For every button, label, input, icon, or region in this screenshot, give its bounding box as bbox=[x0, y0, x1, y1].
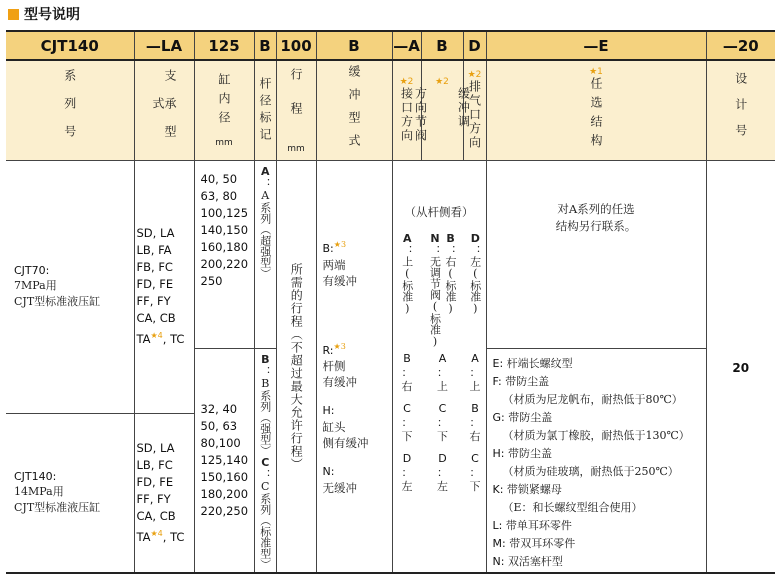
code-stroke: 100 bbox=[276, 31, 316, 60]
desc-rod: 杆径标记 bbox=[254, 60, 276, 161]
cushion-item-n: N: bbox=[322, 465, 335, 479]
code-adj: B bbox=[421, 31, 463, 60]
bores-b: 32, 40 50, 63 80,100 125,140 150,160 180,200 220,250 bbox=[194, 348, 254, 573]
mount-options-a: SD, LA LB, FA FB, FC FD, FE FF, FY CA, CB $TA^{★4}$, TC bbox=[134, 161, 194, 414]
port-others: B ： 右 C ： 下 D ： 左 bbox=[401, 352, 413, 493]
adj-top: B：右(标准) N：无调节阀(标准) bbox=[428, 232, 458, 348]
bores-a: 40, 50 63, 80 100,125 140,150 160,180 200,220 250 bbox=[194, 161, 254, 349]
rod-a-cell: A：A系列（超强型） bbox=[254, 161, 276, 349]
series-140-code: CJT140: bbox=[14, 470, 57, 484]
option-note-cell: 对A系列的任选 结构另行联系。 bbox=[486, 161, 706, 349]
section-title bbox=[8, 4, 80, 24]
desc-vent: ★2 排气口方向 bbox=[463, 60, 486, 161]
desc-cushion: 缓冲型式 bbox=[316, 60, 392, 161]
model-code-row bbox=[6, 31, 775, 60]
desc-option: ★1 任选结构 bbox=[486, 60, 706, 161]
code-option: —E bbox=[486, 31, 706, 60]
series-70-code: CJT70: bbox=[14, 264, 50, 278]
section-title-text: 型号说明 bbox=[24, 7, 80, 23]
desc-design: 设计号 bbox=[706, 60, 775, 161]
code-port: —A bbox=[392, 31, 421, 60]
desc-bore: 缸内径 mm bbox=[194, 60, 254, 161]
cushion-item-b: B:$^{★3}$ bbox=[322, 239, 347, 255]
adj-others: A ： 上 C ： 下 D ： 左 bbox=[437, 352, 448, 493]
desc-series: 系列号 bbox=[6, 60, 134, 161]
desc-mount: 支承型式 bbox=[134, 60, 194, 161]
rod-bc-cell: B：B系列（强型）C：C系列（标准型） bbox=[254, 348, 276, 573]
body-row-a bbox=[6, 161, 775, 349]
port-a: A：上(标准) bbox=[400, 232, 414, 315]
desc-port: ★2 接口方向 bbox=[392, 60, 421, 161]
desc-adj: ★2 缓冲调 方向节阀 bbox=[421, 60, 463, 161]
stroke-cell: 所需的行程（不超过最大允许行程） bbox=[276, 161, 316, 574]
option-list-cell: E: 杆端长螺纹型 F: 带防尘盖 （材质为尼龙帆布，耐热低于80℃） G: 带防尘盖 （材质为氯丁橡胶，耐热低于130℃） H: 带防尘盖 （材质为硅玻璃，耐热低于250℃） K: 带锁紧螺母 （E：和长螺纹型组合使用） L: 带单耳环零件 M: 带双耳环零件 N: 双活塞杆型 bbox=[486, 348, 706, 573]
design-number: 20 bbox=[732, 361, 750, 375]
option-e: E: 杆端长螺纹型 bbox=[492, 356, 573, 370]
vent-top: D：左(标准) bbox=[468, 232, 482, 315]
model-code-table bbox=[6, 30, 775, 574]
direction-cell-lower bbox=[392, 348, 486, 573]
code-vent: D bbox=[463, 31, 486, 60]
series-140-cell: CJT140: 14MPa用 CJT型标准液压缸 bbox=[6, 413, 134, 573]
description-row bbox=[6, 60, 775, 161]
option-h: H: 带防尘盖 bbox=[492, 446, 552, 460]
code-bore: 125 bbox=[194, 31, 254, 60]
option-l: L: 带单耳环零件 bbox=[492, 518, 572, 532]
option-m: M: 带双耳环零件 bbox=[492, 536, 576, 550]
mount-options-b: SD, LA LB, FC FD, FE FF, FY CA, CB $TA^{★4}$, TC bbox=[134, 413, 194, 573]
from-rod-note: （从杆侧看） bbox=[404, 205, 474, 219]
code-mount: —LA bbox=[134, 31, 194, 60]
option-g: G: 带防尘盖 bbox=[492, 410, 553, 424]
code-series: CJT140 bbox=[6, 31, 134, 60]
series-70-cell: CJT70: 7MPa用 CJT型标准液压缸 bbox=[6, 161, 134, 414]
cushion-cell: B:$^{★3}$ 两端 有缓冲 R:$^{★3}$ 杆侧 有缓冲 H: 缸头 侧有缓冲 N: 无缓冲 bbox=[316, 161, 392, 574]
cushion-item-h: H: bbox=[322, 404, 335, 418]
option-k: K: 带锁紧螺母 bbox=[492, 482, 562, 496]
from-rod-cell bbox=[392, 161, 486, 349]
desc-stroke: 行程 mm bbox=[276, 60, 316, 161]
title-square-icon bbox=[8, 9, 19, 20]
code-cushion: B bbox=[316, 31, 392, 60]
cushion-item-r: R:$^{★3}$ bbox=[322, 341, 346, 357]
option-f: F: 带防尘盖 bbox=[492, 374, 550, 388]
code-rod: B bbox=[254, 31, 276, 60]
option-n: N: 双活塞杆型 bbox=[492, 554, 563, 568]
design-number-cell bbox=[706, 161, 775, 574]
code-design: —20 bbox=[706, 31, 775, 60]
vent-others: A ： 上 B ： 右 C ： 下 bbox=[469, 352, 481, 493]
